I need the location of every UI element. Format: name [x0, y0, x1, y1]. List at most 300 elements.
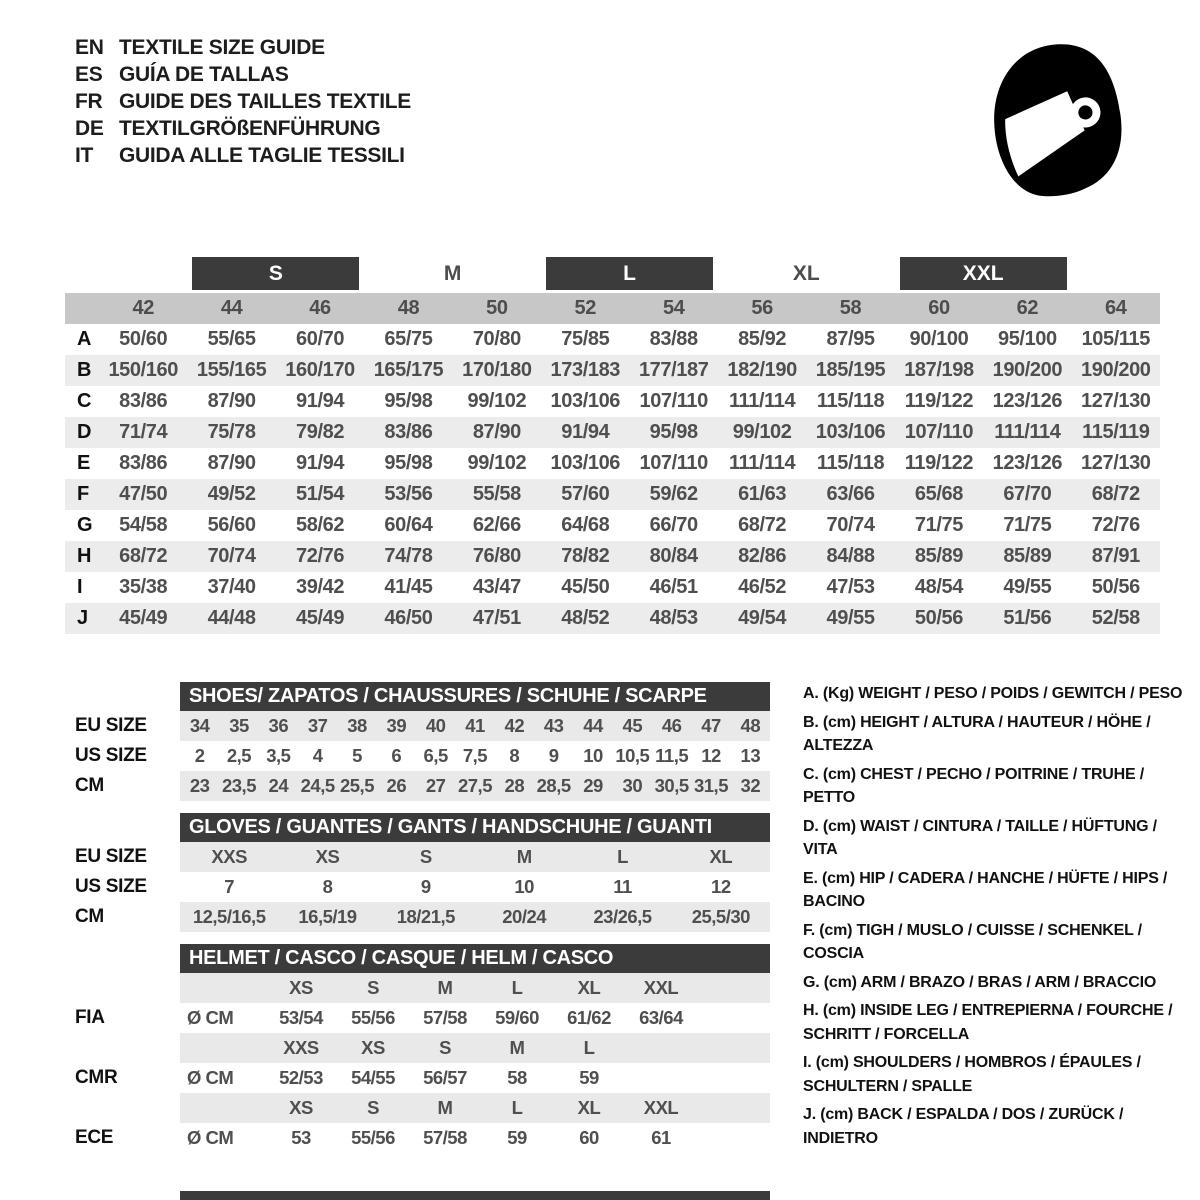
cell-value: 13	[740, 745, 761, 766]
legend-item: H. (cm) INSIDE LEG / ENTREPIERNA / FOURCHE / SCHRITT / FORCELLA	[803, 1002, 1173, 1043]
size-value: 37/40	[207, 576, 256, 598]
size-value: 46/51	[649, 576, 698, 598]
cell-value: 43	[543, 715, 564, 736]
row-label: CM	[75, 906, 104, 927]
size-value: 87/91	[1091, 545, 1140, 567]
size-value: 61/63	[738, 483, 787, 505]
cell-value: 30	[622, 775, 643, 796]
size-value: 70/80	[472, 328, 521, 350]
size-value: 127/130	[1081, 452, 1151, 474]
row-letter: C	[77, 390, 92, 412]
size-column-header: 60	[928, 297, 950, 319]
gloves-section	[65, 813, 775, 932]
size-value: 68/72	[119, 545, 168, 567]
size-value: 103/106	[550, 452, 621, 474]
cell-value: 8	[322, 876, 333, 897]
size-value: 47/51	[472, 607, 521, 629]
standard-label: CMR	[75, 1067, 118, 1088]
size-value: 63/66	[826, 483, 875, 505]
row-letter: E	[77, 452, 90, 474]
size-value: 87/90	[207, 390, 256, 412]
size-value: 51/54	[296, 483, 345, 505]
size-value: 80/84	[649, 545, 698, 567]
table-row	[65, 842, 775, 872]
size-value: 75/78	[207, 421, 256, 443]
size-value: 49/55	[826, 607, 875, 629]
size-cell: XXL	[643, 1097, 679, 1118]
table-row	[65, 417, 1160, 448]
cell-value: 58	[507, 1067, 527, 1088]
cell-value: 59/60	[495, 1007, 539, 1028]
size-value: 72/76	[296, 545, 345, 567]
row-letter: H	[77, 545, 92, 567]
size-value: 59/62	[649, 483, 698, 505]
row-values	[180, 1063, 770, 1093]
size-value: 85/89	[914, 545, 963, 567]
size-value: 170/180	[462, 359, 532, 381]
size-column-header: 48	[397, 297, 420, 319]
cell-value: 6	[391, 745, 402, 766]
size-value: 60/64	[384, 514, 433, 536]
helmet-section	[65, 944, 775, 1153]
cell-value: 32	[740, 775, 761, 796]
size-value: 119/122	[904, 390, 974, 412]
size-column-header: 54	[662, 297, 685, 319]
size-column-header: 64	[1105, 297, 1127, 319]
size-value: 85/89	[1003, 545, 1052, 567]
cell-value: 28,5	[536, 775, 571, 796]
cell-value: 38	[347, 715, 367, 736]
table-row	[65, 355, 1160, 386]
size-value: 57/60	[561, 483, 610, 505]
language-code: DE	[75, 117, 104, 140]
cell-value: XS	[315, 846, 340, 867]
cell-value: 2	[194, 745, 205, 766]
size-value: 165/175	[373, 359, 444, 381]
size-value: 83/88	[649, 328, 698, 350]
size-value: 111/114	[994, 421, 1061, 443]
cell-value: XXS	[211, 846, 247, 867]
cell-value: 54/55	[351, 1067, 395, 1088]
lower-section	[65, 682, 1200, 1165]
size-value: 187/198	[904, 359, 974, 381]
row-sizes	[180, 1033, 770, 1063]
table-row	[65, 448, 1160, 479]
cell-value: 3,5	[266, 745, 291, 766]
size-group-xxl: XXL	[900, 257, 1067, 290]
size-value: 83/86	[119, 390, 168, 412]
size-value: 68/72	[738, 514, 787, 536]
size-cell: XL	[577, 977, 601, 998]
cell-value: 53	[291, 1127, 311, 1148]
row-values	[180, 902, 770, 932]
size-value: 95/98	[649, 421, 698, 443]
size-value: 182/190	[727, 359, 797, 381]
cell-value: 47	[701, 715, 721, 736]
cell-value: S	[419, 846, 432, 867]
size-cell: L	[511, 1097, 523, 1118]
cell-value: 57/58	[423, 1007, 467, 1028]
row-values	[180, 872, 770, 902]
legend-item: J. (cm) BACK / ESPALDA / DOS / ZURÜCK / INDIETRO	[803, 1106, 1124, 1147]
cell-value: 31,5	[693, 775, 728, 796]
cell-value: 56/57	[423, 1067, 467, 1088]
cell-value: 7,5	[462, 745, 488, 766]
legend-item: F. (cm) TIGH / MUSLO / CUISSE / SCHENKEL / COSCIA	[803, 921, 1142, 962]
size-value: 78/82	[561, 545, 610, 567]
size-value: 82/86	[738, 545, 787, 567]
unit-cell: Ø CM	[187, 1007, 234, 1028]
language-row	[75, 88, 411, 115]
guide-title: GUIDA ALLE TAGLIE TESSILI	[119, 144, 405, 167]
size-cell: S	[439, 1037, 451, 1058]
size-value: 123/126	[992, 452, 1063, 474]
row-label: EU SIZE	[75, 846, 147, 867]
legend-item: G. (cm) ARM / BRAZO / BRAS / ARM / BRACCIO	[803, 973, 1157, 991]
table-row	[65, 1123, 775, 1153]
page-header	[0, 0, 1200, 209]
cell-value: 25,5	[339, 775, 374, 796]
cell-value: 52/53	[279, 1067, 323, 1088]
row-label: US SIZE	[75, 745, 147, 766]
size-value: 115/119	[1082, 421, 1150, 443]
size-value: 185/195	[815, 359, 886, 381]
cell-value: 23/26,5	[593, 906, 652, 927]
cell-value: 9	[548, 745, 559, 766]
legend-item: E. (cm) HIP / CADERA / HANCHE / HÜFTE / HIPS / BACINO	[803, 869, 1168, 910]
size-value: 99/102	[467, 452, 527, 474]
language-code: IT	[75, 144, 94, 167]
cell-value: 60	[579, 1127, 599, 1148]
size-value: 47/50	[119, 483, 168, 505]
cell-value: 7	[224, 876, 235, 897]
size-value: 91/94	[296, 452, 345, 474]
size-columns-band	[65, 293, 1160, 324]
cell-value: 39	[386, 715, 407, 736]
table-row	[65, 479, 1160, 510]
language-code: FR	[75, 90, 103, 113]
language-title-list	[75, 34, 411, 209]
cell-value: 59	[507, 1127, 527, 1148]
size-value: 76/80	[472, 545, 521, 567]
cell-value: 34	[189, 715, 210, 736]
row-letter: G	[77, 514, 93, 536]
cell-value: 36	[268, 715, 289, 736]
size-value: 103/106	[815, 421, 886, 443]
row-sizes	[180, 973, 770, 1003]
table-row	[65, 541, 1160, 572]
size-cell: XXL	[643, 977, 679, 998]
cell-value: 12	[711, 876, 731, 897]
row-letter: D	[77, 421, 92, 443]
size-value: 56/60	[207, 514, 256, 536]
cell-value: 37	[307, 715, 328, 736]
table-row	[65, 1093, 775, 1123]
standard-label: FIA	[75, 1007, 105, 1028]
cell-value: 9	[420, 876, 431, 897]
gloves-section-header: GLOVES / GUANTES / GANTS / HANDSCHUHE / GUANTI	[180, 813, 770, 842]
size-cell: L	[511, 977, 523, 998]
size-value: 111/114	[729, 452, 796, 474]
size-value: 67/70	[1003, 483, 1052, 505]
gloves-table-rows	[65, 842, 775, 932]
size-cell	[625, 1033, 697, 1063]
unit-cell: Ø CM	[187, 1127, 234, 1148]
cell-value: 28	[504, 775, 525, 796]
size-value: 49/54	[738, 607, 787, 629]
size-value: 177/187	[638, 359, 709, 381]
size-value: 95/98	[384, 452, 433, 474]
size-cell: M	[437, 977, 453, 998]
legend-item: B. (cm) HEIGHT / ALTURA / HAUTEUR / HÖHE / ALTEZZA	[803, 713, 1151, 754]
size-value: 48/52	[561, 607, 610, 629]
cell-value: 46	[661, 715, 682, 736]
language-code: EN	[75, 36, 104, 59]
shoes-table-rows	[65, 711, 775, 801]
cell-value: 11	[613, 876, 632, 897]
row-letter: A	[77, 328, 92, 350]
legend-item: D. (cm) WAIST / CINTURA / TAILLE / HÜFTUNG / VITA	[803, 817, 1157, 858]
row-label	[65, 973, 180, 1003]
textile-size-table	[65, 255, 1160, 634]
size-value: 95/100	[997, 328, 1057, 350]
size-column-header: 56	[751, 297, 773, 319]
table-row	[65, 386, 1160, 417]
cell-value: 30,5	[654, 775, 689, 796]
row-label: EU SIZE	[75, 715, 147, 736]
unit-cell	[180, 1093, 265, 1123]
cell-value: 53/54	[279, 1007, 323, 1028]
size-cell: XS	[361, 1037, 385, 1058]
size-cell: M	[509, 1037, 525, 1058]
size-value: 51/56	[1003, 607, 1052, 629]
language-row	[75, 61, 411, 88]
cell-value: 10	[583, 745, 603, 766]
size-value: 150/160	[108, 359, 178, 381]
cell-value: 5	[352, 745, 362, 766]
size-value: 173/183	[550, 359, 621, 381]
size-column-header: 44	[220, 297, 243, 319]
size-value: 70/74	[826, 514, 875, 536]
cell-value: 23	[189, 775, 210, 796]
cell-value: 18/21,5	[396, 906, 455, 927]
size-cell: L	[583, 1037, 595, 1058]
size-column-header: 52	[574, 297, 596, 319]
cell-value: 25,5/30	[691, 906, 750, 927]
cell-value: 11,5	[655, 745, 689, 766]
table-row	[65, 902, 775, 932]
size-value: 50/56	[914, 607, 963, 629]
size-value: 75/85	[561, 328, 610, 350]
cell-value	[625, 1063, 697, 1093]
size-value: 45/49	[296, 607, 345, 629]
size-value: 70/74	[207, 545, 256, 567]
size-column-header: 42	[132, 297, 154, 319]
size-value: 99/102	[467, 390, 527, 412]
shoes-section	[65, 682, 775, 801]
cell-value: 26	[386, 775, 407, 796]
table-row	[65, 572, 1160, 603]
row-letter: F	[77, 483, 89, 505]
cell-value: 42	[504, 715, 525, 736]
language-row	[75, 115, 411, 142]
row-letter: J	[77, 607, 88, 629]
table-row	[65, 1003, 775, 1033]
helmet-section-header: HELMET / CASCO / CASQUE / HELM / CASCO	[180, 944, 770, 973]
size-value: 155/165	[196, 359, 267, 381]
row-values	[180, 1003, 770, 1033]
table-row	[65, 741, 775, 771]
size-value: 65/68	[914, 483, 963, 505]
table-row	[65, 872, 775, 902]
size-cell: XXS	[283, 1037, 319, 1058]
size-value: 84/88	[826, 545, 875, 567]
size-value: 39/42	[296, 576, 345, 598]
size-group-m: M	[443, 262, 462, 285]
size-value: 115/118	[816, 452, 885, 474]
row-values	[180, 771, 770, 801]
cell-value: 16,5/19	[298, 906, 357, 927]
size-table-body	[65, 324, 1160, 634]
size-value: 68/72	[1091, 483, 1140, 505]
size-value: 160/170	[285, 359, 355, 381]
size-value: 87/95	[826, 328, 875, 350]
size-value: 62/66	[472, 514, 521, 536]
size-value: 87/90	[472, 421, 521, 443]
size-group-s: S	[192, 257, 359, 290]
size-value: 85/92	[738, 328, 787, 350]
size-value: 83/86	[119, 452, 168, 474]
size-value: 91/94	[296, 390, 345, 412]
row-label	[65, 1093, 180, 1123]
size-value: 48/53	[649, 607, 698, 629]
cell-value: 6,5	[423, 745, 448, 766]
cell-value: 45	[622, 715, 643, 736]
size-value: 49/52	[207, 483, 256, 505]
standard-label: ECE	[75, 1127, 114, 1148]
size-cell: XL	[577, 1097, 601, 1118]
size-value: 90/100	[909, 328, 969, 350]
size-value: 123/126	[992, 390, 1063, 412]
cell-value: XL	[709, 846, 733, 867]
guide-title: GUÍA DE TALLAS	[119, 63, 289, 86]
size-value: 91/94	[561, 421, 610, 443]
cell-value: 8	[509, 745, 520, 766]
size-value: 55/65	[207, 328, 256, 350]
cell-value: 57/58	[423, 1127, 467, 1148]
size-cell: S	[367, 1097, 379, 1118]
cutoff-section-bar	[180, 1191, 770, 1200]
cell-value: 12	[701, 745, 721, 766]
size-value: 54/58	[119, 514, 168, 536]
table-row	[65, 1063, 775, 1093]
cell-value: 40	[425, 715, 446, 736]
size-value: 105/115	[1081, 328, 1150, 350]
table-row	[65, 771, 775, 801]
size-value: 190/200	[1081, 359, 1151, 381]
measurement-legend	[803, 682, 1195, 1165]
size-value: 190/200	[992, 359, 1063, 381]
size-value: 44/48	[207, 607, 256, 629]
size-column-header: 50	[486, 297, 508, 319]
cell-value: 48	[740, 715, 761, 736]
table-row	[65, 510, 1160, 541]
cell-value: 61/62	[567, 1007, 611, 1028]
guide-title: GUIDE DES TAILLES TEXTILE	[119, 90, 411, 113]
size-value: 83/86	[384, 421, 433, 443]
size-value: 53/56	[384, 483, 433, 505]
size-value: 45/49	[119, 607, 168, 629]
cell-value: L	[617, 846, 628, 867]
size-value: 72/76	[1091, 514, 1140, 536]
size-value: 115/118	[816, 390, 885, 412]
cell-value: 27	[425, 775, 446, 796]
size-value: 50/60	[119, 328, 168, 350]
guide-title: TEXTILGRÖßENFÜHRUNG	[119, 117, 381, 140]
size-group-row	[65, 255, 1160, 293]
size-value: 55/58	[472, 483, 521, 505]
size-value: 119/122	[904, 452, 974, 474]
row-letter: B	[77, 359, 92, 381]
cell-value: 20/24	[502, 906, 547, 927]
table-row	[65, 603, 1160, 634]
size-column-header: 62	[1016, 297, 1039, 319]
size-value: 107/110	[639, 390, 708, 412]
size-column-header: 46	[309, 297, 331, 319]
cell-value: 29	[583, 775, 603, 796]
cell-value: 10,5	[615, 745, 650, 766]
racing-helmet-icon	[980, 36, 1132, 209]
row-letter: I	[77, 576, 83, 598]
table-row	[65, 973, 775, 1003]
cell-value: 2,5	[226, 745, 252, 766]
cell-value: 55/56	[351, 1127, 395, 1148]
size-group-l: L	[546, 257, 713, 290]
size-value: 50/56	[1091, 576, 1140, 598]
legend-item: C. (cm) CHEST / PECHO / POITRINE / TRUHE / PETTO	[803, 765, 1144, 806]
language-row	[75, 142, 411, 169]
cell-value: 10	[514, 876, 534, 897]
row-values	[180, 741, 770, 771]
cell-value: 27,5	[457, 775, 492, 796]
accessory-tables	[65, 682, 775, 1165]
row-label: CM	[75, 775, 104, 796]
language-code: ES	[75, 63, 103, 86]
size-value: 58/62	[296, 514, 345, 536]
cell-value: 24,5	[300, 775, 335, 796]
guide-title: TEXTILE SIZE GUIDE	[119, 36, 325, 59]
size-value: 52/58	[1091, 607, 1140, 629]
size-value: 103/106	[550, 390, 621, 412]
size-value: 99/102	[732, 421, 792, 443]
legend-item: A. (Kg) WEIGHT / PESO / POIDS / GEWITCH / PESO	[803, 685, 1183, 702]
row-values	[180, 842, 770, 872]
legend-item: I. (cm) SHOULDERS / HOMBROS / ÉPAULES / SCHULTERN / SPALLE	[803, 1054, 1141, 1095]
size-cell: XS	[289, 1097, 313, 1118]
size-value: 35/38	[119, 576, 168, 598]
cell-value: 23,5	[221, 775, 256, 796]
cell-value: 44	[583, 715, 603, 736]
row-values	[180, 1123, 770, 1153]
size-cell: S	[367, 977, 379, 998]
table-row	[65, 324, 1160, 355]
size-value: 66/70	[649, 514, 698, 536]
cell-value: 12,5/16,5	[192, 906, 266, 927]
size-group-xl: XL	[792, 262, 820, 285]
size-column-header: 58	[839, 297, 862, 319]
cell-value: 61	[651, 1127, 671, 1148]
cell-value: 35	[229, 715, 249, 736]
